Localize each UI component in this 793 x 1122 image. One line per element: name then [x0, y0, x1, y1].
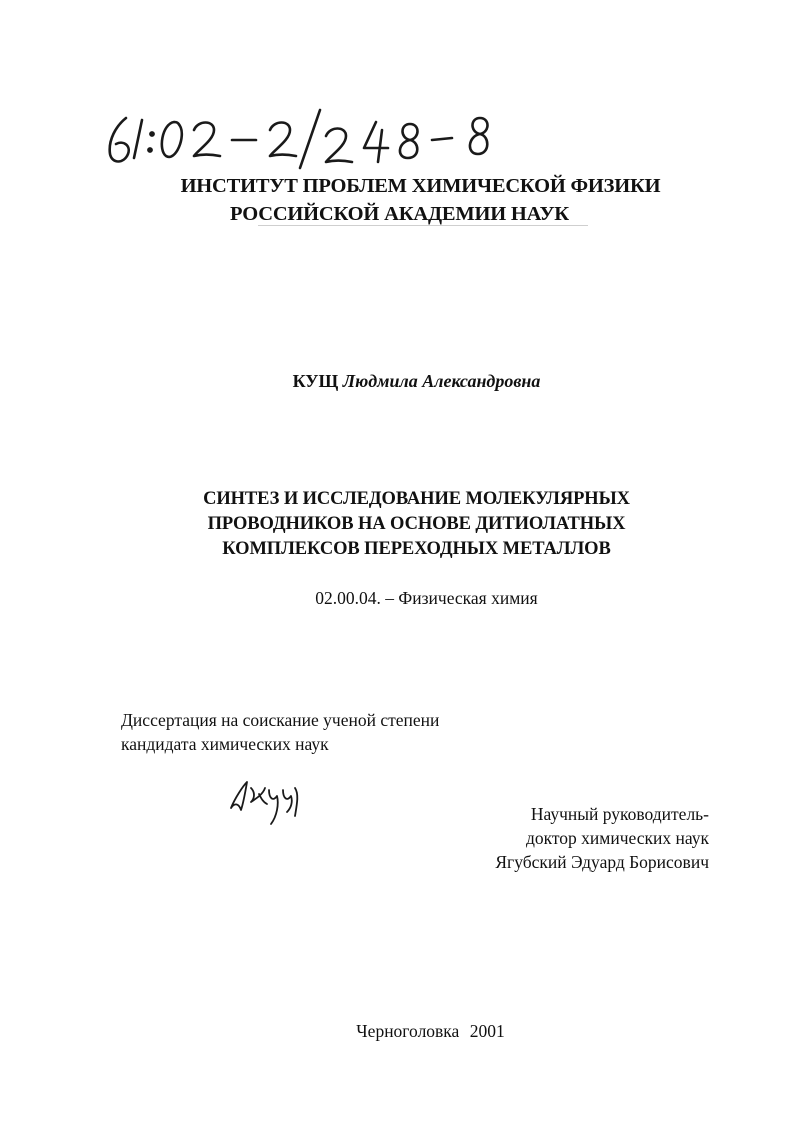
scientific-supervisor [495, 802, 709, 874]
author-signature [225, 768, 315, 828]
supervisor-line-2: доктор химических наук [525, 828, 709, 848]
handwritten-archive-code [98, 100, 518, 180]
institute-line-2: РОССИЙСКОЙ АКАДЕМИИ НАУК [230, 203, 569, 225]
scan-artifact-line [258, 225, 588, 226]
supervisor-line-3: Ягубский Эдуард Борисович [495, 852, 709, 872]
degree-line-1: Диссертация на соискание ученой степени [121, 710, 440, 730]
title-line-2: ПРОВОДНИКОВ НА ОСНОВЕ ДИТИОЛАТНЫХ [207, 514, 626, 534]
institute-heading [0, 172, 793, 228]
city: Черноголовка [356, 1021, 460, 1041]
dissertation-degree [121, 708, 439, 756]
specialty-code: 02.00.04. – Физическая химия [315, 588, 538, 608]
author-given-names: Людмила Александровна [342, 371, 541, 391]
year: 2001 [469, 1021, 505, 1041]
institute-line-1: ИНСТИТУТ ПРОБЛЕМ ХИМИЧЕСКОЙ ФИЗИКИ [180, 175, 661, 197]
author-surname: КУЩ [292, 371, 339, 391]
place-and-year [0, 1019, 793, 1043]
degree-line-2: кандидата химических наук [121, 734, 329, 754]
title-line-3: КОМПЛЕКСОВ ПЕРЕХОДНЫХ МЕТАЛЛОВ [222, 539, 611, 559]
title-line-1: СИНТЕЗ И ИССЛЕДОВАНИЕ МОЛЕКУЛЯРНЫХ [203, 489, 630, 509]
supervisor-line-1: Научный руководитель- [530, 804, 709, 824]
author-name [0, 368, 793, 394]
dissertation-title [0, 487, 793, 562]
